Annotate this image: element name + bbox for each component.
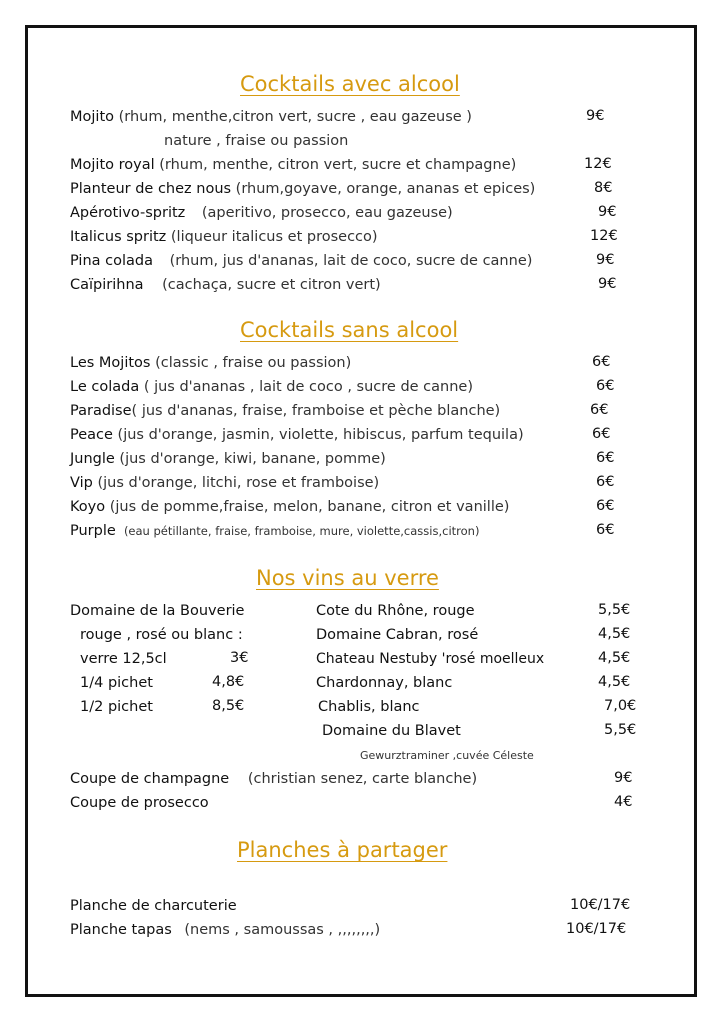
item-price: 12€ bbox=[590, 228, 618, 244]
item-price: 12€ bbox=[584, 156, 612, 172]
item-price: 6€ bbox=[596, 378, 615, 394]
item-desc: (nems , samoussas , ,,,,,,,,) bbox=[184, 922, 381, 938]
item-name: Le colada bbox=[70, 379, 140, 395]
item-price: 4€ bbox=[614, 794, 633, 810]
item-price: 9€ bbox=[596, 252, 615, 268]
item-desc: ( jus d'ananas, fraise, framboise et pèche blanche) bbox=[131, 403, 501, 419]
item-name: Mojito royal bbox=[70, 157, 155, 173]
menu-item-koyo bbox=[70, 498, 509, 516]
item-desc: (jus d'orange, kiwi, banane, pomme) bbox=[119, 451, 386, 467]
item-price: 6€ bbox=[596, 474, 615, 490]
item-name: Apérotivo-spritz bbox=[70, 205, 186, 221]
wine-price: 7,0€ bbox=[604, 698, 637, 714]
item-desc: ( jus d'ananas , lait de coco , sucre de canne) bbox=[143, 379, 473, 395]
item-desc: (aperitivo, prosecco, eau gazeuse) bbox=[201, 205, 453, 221]
item-desc: (jus d'orange, litchi, rose et framboise) bbox=[97, 475, 380, 491]
bouverie-size-price: 4,8€ bbox=[212, 674, 245, 690]
section-title-cocktails-alcool: Cocktails avec alcool bbox=[240, 72, 460, 96]
menu-item-le-colada bbox=[70, 378, 473, 396]
item-name: Planteur de chez nous bbox=[70, 181, 232, 197]
item-desc: (rhum, menthe, citron vert, sucre et champagne) bbox=[159, 157, 517, 173]
menu-item-jungle bbox=[70, 450, 386, 468]
menu-item-planche-tapas bbox=[70, 921, 380, 939]
item-name: Pina colada bbox=[70, 253, 153, 269]
item-price: 9€ bbox=[598, 204, 617, 220]
menu-item-peace bbox=[70, 426, 524, 444]
item-name: Coupe de champagne bbox=[70, 771, 230, 787]
item-name: Koyo bbox=[70, 499, 106, 515]
item-price: 6€ bbox=[592, 354, 611, 370]
menu-item-aperotivo-spritz bbox=[70, 204, 453, 222]
item-price: 10€/17€ bbox=[566, 921, 627, 937]
item-price: 6€ bbox=[596, 450, 615, 466]
menu-item-planche-charcuterie bbox=[70, 897, 237, 915]
menu-item-pina-colada bbox=[70, 252, 532, 270]
bouverie-subtitle: rouge , rosé ou blanc : bbox=[80, 627, 243, 643]
menu-item-planteur bbox=[70, 180, 535, 198]
item-desc: (rhum, menthe,citron vert, sucre , eau gazeuse ) bbox=[118, 109, 472, 125]
item-desc: (rhum, jus d'ananas, lait de coco, sucre de canne) bbox=[169, 253, 533, 269]
item-name: Caïpirihna bbox=[70, 277, 144, 293]
menu-item-coupe-champagne bbox=[70, 770, 477, 788]
wine-price: 5,5€ bbox=[604, 722, 637, 738]
item-name: Italicus spritz bbox=[70, 229, 167, 245]
item-price: 9€ bbox=[598, 276, 617, 292]
bouverie-title: Domaine de la Bouverie bbox=[70, 603, 245, 619]
bouverie-size-label: 1/2 pichet bbox=[80, 699, 153, 715]
menu-item-italicus-spritz bbox=[70, 228, 378, 246]
item-name: Planche de charcuterie bbox=[70, 898, 237, 914]
menu-item-vip bbox=[70, 474, 379, 492]
item-desc: (eau pétillante, fraise, framboise, mure, violette,cassis,citron) bbox=[123, 524, 480, 538]
item-desc: (christian senez, carte blanche) bbox=[247, 771, 478, 787]
item-name: Coupe de prosecco bbox=[70, 795, 209, 811]
wine-price: 5,5€ bbox=[598, 602, 631, 618]
item-desc: (liqueur italicus et prosecco) bbox=[170, 229, 378, 245]
menu-item-paradise bbox=[70, 402, 500, 420]
item-desc: (jus d'orange, jasmin, violette, hibiscus, parfum tequila) bbox=[117, 427, 524, 443]
bouverie-size-label: verre 12,5cl bbox=[80, 651, 167, 667]
item-name: Vip bbox=[70, 475, 93, 491]
section-title-cocktails-sans-alcool: Cocktails sans alcool bbox=[240, 318, 459, 342]
wine-name: Domaine du Blavet bbox=[322, 723, 461, 739]
item-name: Mojito bbox=[70, 109, 114, 125]
bouverie-size-price: 3€ bbox=[230, 650, 249, 666]
wine-name: Cote du Rhône, rouge bbox=[316, 603, 475, 619]
item-name: Peace bbox=[70, 427, 113, 443]
item-price: 9€ bbox=[614, 770, 633, 786]
wine-price: 4,5€ bbox=[598, 626, 631, 642]
menu-item-mojito bbox=[70, 108, 472, 126]
item-name: Jungle bbox=[70, 451, 115, 467]
item-price: 6€ bbox=[596, 498, 615, 514]
bouverie-size-price: 8,5€ bbox=[212, 698, 245, 714]
item-note: nature , fraise ou passion bbox=[164, 133, 349, 149]
item-name: Les Mojitos bbox=[70, 355, 151, 371]
item-price: 9€ bbox=[586, 108, 605, 124]
wine-name: Domaine Cabran, rosé bbox=[316, 627, 479, 643]
menu-item-mojito-royal bbox=[70, 156, 516, 174]
item-desc: (jus de pomme,fraise, melon, banane, citron et vanille) bbox=[109, 499, 510, 515]
item-price: 6€ bbox=[592, 426, 611, 442]
menu-item-les-mojitos bbox=[70, 354, 351, 372]
item-price: 10€/17€ bbox=[570, 897, 631, 913]
wine-note: Gewurztraminer ,cuvée Céleste bbox=[360, 749, 534, 762]
item-price: 6€ bbox=[596, 522, 615, 538]
wine-name: Chateau Nestuby 'rosé moelleux bbox=[316, 651, 545, 667]
section-title-vins: Nos vins au verre bbox=[256, 566, 439, 590]
item-name: Planche tapas bbox=[70, 922, 172, 938]
wine-price: 4,5€ bbox=[598, 650, 631, 666]
item-name: Purple bbox=[70, 523, 116, 539]
menu-item-purple bbox=[70, 522, 479, 541]
item-price: 8€ bbox=[594, 180, 613, 196]
wine-name: Chardonnay, blanc bbox=[316, 675, 453, 691]
menu-item-coupe-prosecco bbox=[70, 794, 209, 812]
wine-price: 4,5€ bbox=[598, 674, 631, 690]
bouverie-size-label: 1/4 pichet bbox=[80, 675, 153, 691]
item-price: 6€ bbox=[590, 402, 609, 418]
item-desc: (classic , fraise ou passion) bbox=[155, 355, 352, 371]
menu-item-caipirihna bbox=[70, 276, 381, 294]
item-desc: (cachaça, sucre et citron vert) bbox=[162, 277, 381, 293]
item-desc: (rhum,goyave, orange, ananas et epices) bbox=[235, 181, 536, 197]
wine-name: Chablis, blanc bbox=[318, 699, 420, 715]
item-name: Paradise bbox=[70, 403, 132, 419]
section-title-planches: Planches à partager bbox=[237, 838, 448, 862]
